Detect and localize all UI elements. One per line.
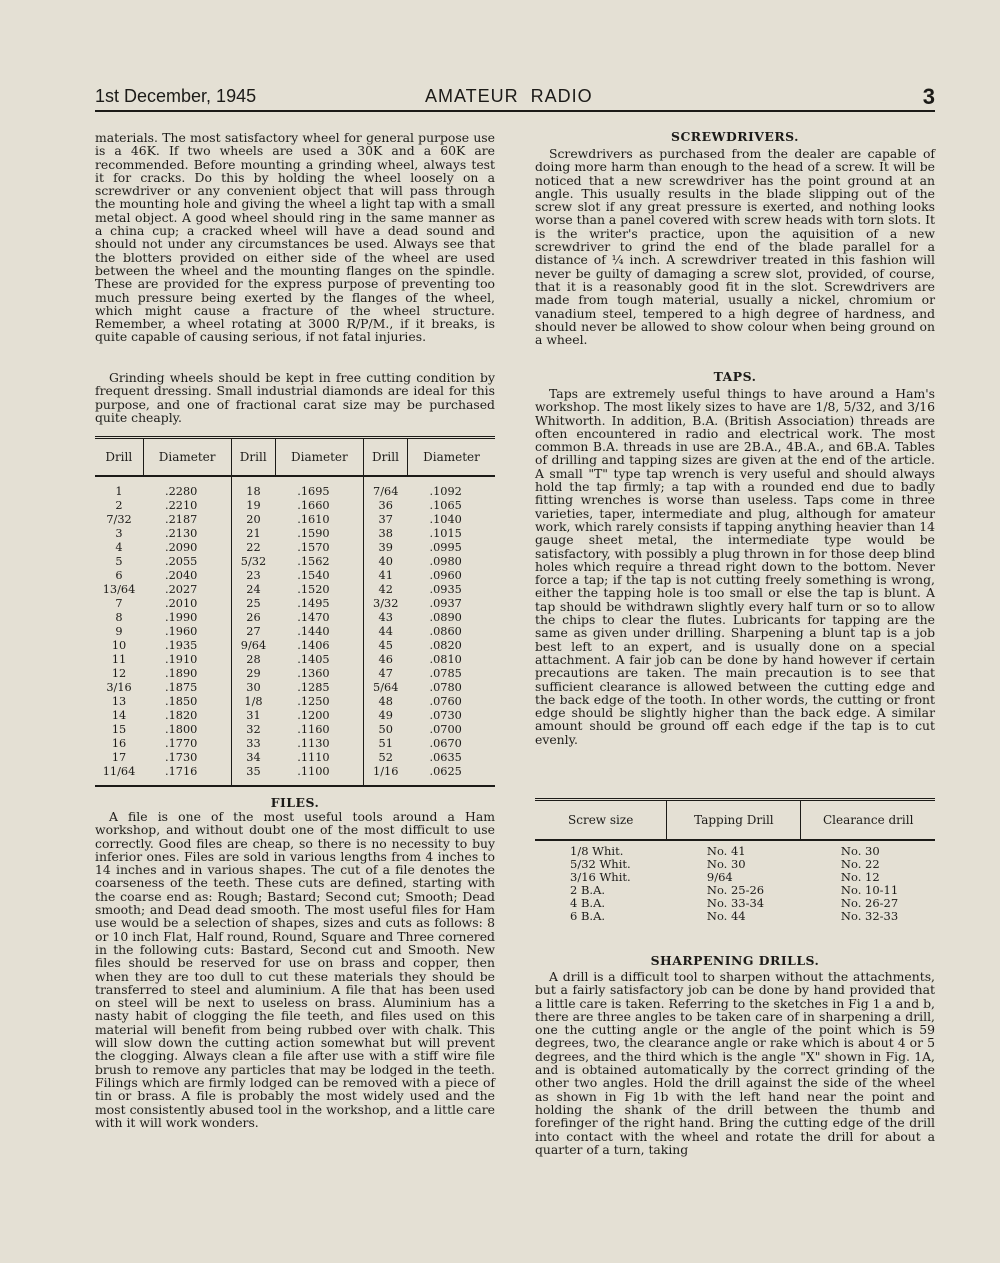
diameter-cell: .0700	[429, 723, 462, 736]
diameter-cell: .1285	[297, 681, 330, 694]
clearance-drill-cell: No. 26-27	[840, 896, 899, 910]
drill-cell: 3/16	[106, 681, 132, 694]
drill-cell: 1/8	[231, 695, 275, 709]
drill-cell: 3	[115, 527, 123, 540]
diameter-cell: .2210	[165, 499, 198, 512]
table-row	[95, 555, 495, 569]
diameter-cell: .1935	[165, 639, 198, 652]
table-row	[95, 681, 495, 695]
diameter-cell: .0785	[429, 667, 462, 680]
table-row	[95, 569, 495, 583]
drill-size-table	[95, 436, 495, 787]
diameter-cell: .1910	[165, 653, 198, 666]
diameter-cell: .0670	[429, 737, 462, 750]
drill-cell: 36	[363, 499, 407, 513]
drill-cell: 2	[115, 499, 123, 512]
taps-heading: TAPS.	[713, 369, 757, 384]
diameter-cell: .1040	[429, 513, 462, 526]
table-row	[95, 751, 495, 765]
files-heading: FILES.	[270, 795, 320, 810]
diameter-cell: .1660	[297, 499, 330, 512]
diameter-cell: .0960	[429, 569, 462, 582]
drill-cell: 5	[115, 555, 123, 568]
drill-cell: 46	[363, 653, 407, 667]
drill-cell: 41	[363, 569, 407, 583]
col-header: Diameter	[275, 438, 363, 477]
drill-cell: 15	[111, 723, 127, 736]
table-row	[95, 625, 495, 639]
diameter-cell: .1590	[297, 527, 330, 540]
diameter-cell: .1850	[165, 695, 198, 708]
drill-cell: 10	[111, 639, 127, 652]
table-row	[95, 597, 495, 611]
drill-cell: 52	[363, 751, 407, 765]
drill-cell: 38	[363, 527, 407, 541]
table-row	[95, 541, 495, 555]
col-header: Drill	[363, 438, 407, 477]
sharpening-drills-paragraph: A drill is a difficult tool to sharpen without the attachments, but a fairly satisfactory job can be done by hand provided that a little care is taken. Referring to the sketches in Fig 1 a and b, there are three angles to be taken care of in sharpening a drill, one the cutting angle or the angle of the point which is 59 degrees, two, the clearance angle or rake which is about 4 or 5 degrees, and the third which is the angle "X" shown in Fig. 1A, and is obtained automatically by the correct grinding of the other two angles. Hold the drill against the side of the wheel as shown in Fig 1b with the left hand near the point and holding the shank of the drill between the thumb and forefinger of the right hand. Bring the cutting edge of the drill into contact with the wheel and rotate the drill for about a quarter of a turn, taking	[535, 969, 935, 1157]
diameter-cell: .0810	[429, 653, 462, 666]
drill-cell: 24	[231, 583, 275, 597]
tapping-size-table	[535, 798, 935, 923]
drill-cell: 28	[231, 653, 275, 667]
diameter-cell: .1405	[297, 653, 330, 666]
table-row	[95, 583, 495, 597]
drill-cell: 27	[231, 625, 275, 639]
table-row	[95, 723, 495, 737]
drill-cell: 9/64	[231, 639, 275, 653]
drill-cell: 43	[363, 611, 407, 625]
diameter-cell: .1015	[429, 527, 462, 540]
col-header: Tapping Drill	[667, 800, 801, 841]
diameter-cell: .1800	[165, 723, 198, 736]
drill-cell: 12	[111, 667, 127, 680]
diameter-cell: .1562	[297, 555, 330, 568]
drill-cell: 18	[231, 476, 275, 499]
drill-cell: 39	[363, 541, 407, 555]
tapping-table-header	[535, 800, 935, 841]
diameter-cell: .1990	[165, 611, 198, 624]
diameter-cell: .0937	[429, 597, 462, 610]
drill-cell: 5/32	[231, 555, 275, 569]
table-row	[95, 513, 495, 527]
screw-size-cell: 6 B.A.	[570, 909, 606, 923]
drill-cell: 51	[363, 737, 407, 751]
diameter-cell: .1406	[297, 639, 330, 652]
diameter-cell: .0860	[429, 625, 462, 638]
diameter-cell: .0730	[429, 709, 462, 722]
clearance-drill-cell: No. 22	[840, 857, 880, 871]
clearance-drill-cell: No. 30	[840, 844, 880, 858]
drill-cell: 13	[111, 695, 127, 708]
screw-size-cell: 3/16 Whit.	[570, 870, 631, 884]
tapping-table-body	[535, 840, 935, 923]
diameter-cell: .1130	[297, 737, 330, 750]
drill-cell: 33	[231, 737, 275, 751]
table-row	[95, 695, 495, 709]
diameter-cell: .1495	[297, 597, 330, 610]
drill-cell: 26	[231, 611, 275, 625]
drill-cell: 25	[231, 597, 275, 611]
issue-date: 1st December, 1945	[95, 86, 257, 106]
screw-size-cell: 2 B.A.	[570, 883, 606, 897]
drill-cell: 14	[111, 709, 127, 722]
drill-cell: 22	[231, 541, 275, 555]
diameter-cell: .0935	[429, 583, 462, 596]
drill-cell: 7/64	[363, 476, 407, 499]
drill-cell: 23	[231, 569, 275, 583]
drill-cell: 48	[363, 695, 407, 709]
drill-cell: 6	[115, 569, 123, 582]
drill-cell: 31	[231, 709, 275, 723]
drill-cell: 21	[231, 527, 275, 541]
diameter-cell: .1470	[297, 611, 330, 624]
table-row	[95, 765, 495, 786]
diameter-cell: .1360	[297, 667, 330, 680]
drill-cell: 44	[363, 625, 407, 639]
diameter-cell: .1065	[429, 499, 462, 512]
table-row	[95, 499, 495, 513]
col-header: Diameter	[408, 438, 495, 477]
screwdrivers-heading: SCREWDRIVERS.	[671, 129, 799, 144]
table-row	[95, 639, 495, 653]
drill-cell: 16	[111, 737, 127, 750]
diameter-cell: .1820	[165, 709, 198, 722]
diameter-cell: .0780	[429, 681, 462, 694]
diameter-cell: .1520	[297, 583, 330, 596]
drill-cell: 47	[363, 667, 407, 681]
diameter-cell: .0625	[429, 765, 462, 778]
drill-cell: 40	[363, 555, 407, 569]
drill-cell: 13/64	[102, 583, 136, 596]
drill-cell: 4	[115, 541, 123, 554]
col-header: Drill	[95, 438, 143, 477]
diameter-cell: .2090	[165, 541, 198, 554]
sharpening-drills-heading: SHARPENING DRILLS.	[650, 953, 820, 968]
taps-paragraph: Taps are extremely useful things to have around a Ham's workshop. The most likely sizes to have are 1/8, 5/32, and 3/16 Whitworth. In addition, B.A. (British Association) threads are often encountered in radio and electrical work. The most common B.A. threads in use are 2B.A., 4B.A., and 6B.A. Tables of drilling and tapping sizes are given at the end of the article. A small "T" type tap wrench is very useful and should always hold the tap firmly; a tap with a rounded end due to badly fitting wrenches is worse than useless. Taps come in three varieties, taper, intermediate and plug, although for amateur work, which rarely consists if tapping anything heavier than 14 gauge sheet metal, the intermediate type would be satisfactory, with possibly a plug thrown in for those deep blind holes which require a thread right down to the bottom. Never force a tap; if the tap is not cutting freely something is wrong, either the tapping hole is too small or else the tap is blunt. A tap should be withdrawn slightly every half turn or so to allow the chips to clear the flutes. Lubricants for tapping are the same as given under drilling. Sharpening a blunt tap is a job best left to an expert, and is usually done on a special attachment. A fair job can be done by hand however if certain precautions are taken. The main precaution is to see that sufficient clearance is allowed between the cutting edge and the back edge of the tooth. In other words, the cutting or front edge should be slightly higher than the back edge. A similar amount should be ground off each edge if the tap is to cut evenly.	[535, 386, 935, 747]
drill-cell: 7/32	[106, 513, 132, 526]
diameter-cell: .0635	[429, 751, 462, 764]
drill-cell: 29	[231, 667, 275, 681]
drill-cell: 8	[115, 611, 123, 624]
clearance-drill-cell: No. 32-33	[840, 909, 899, 923]
table-row	[95, 611, 495, 625]
diameter-cell: .1875	[165, 681, 198, 694]
col-header: Drill	[231, 438, 275, 477]
diameter-cell: .1440	[297, 625, 330, 638]
tapping-drill-cell: No. 25-26	[706, 883, 765, 897]
drill-cell: 49	[363, 709, 407, 723]
grinding-dressing-paragraph: Grinding wheels should be kept in free cutting condition by frequent dressing. Small industrial diamonds are ideal for this purpose, and one of fractional carat size may be purchased quite cheaply.	[95, 370, 495, 425]
diameter-cell: .1110	[297, 751, 330, 764]
diameter-cell: .1716	[165, 765, 198, 778]
diameter-cell: .1890	[165, 667, 198, 680]
page-number: 3	[922, 84, 935, 109]
diameter-cell: .1570	[297, 541, 330, 554]
drill-cell: 17	[111, 751, 127, 764]
diameter-cell: .0820	[429, 639, 462, 652]
tapping-drill-cell: 9/64	[706, 870, 733, 884]
screw-size-cell: 1/8 Whit.	[570, 844, 624, 858]
drill-cell: 1/16	[363, 765, 407, 786]
diameter-cell: .2055	[165, 555, 198, 568]
diameter-cell: .1100	[297, 765, 330, 778]
magazine-title: AMATEUR RADIO	[425, 86, 593, 106]
screw-size-cell: 5/32 Whit.	[570, 857, 631, 871]
diameter-cell: .0760	[429, 695, 462, 708]
diameter-cell: .0890	[429, 611, 462, 624]
screwdrivers-paragraph: Screwdrivers as purchased from the dealer are capable of doing more harm than enough to the head of a screw. It will be noticed that a new screwdriver has the point ground at an angle. This usually results in the blade slipping out of the screw slot if any great pressure is exerted, and nothing looks worse than a panel covered with screw heads with torn slots. It is the writer's practice, upon the aquisition of a new screwdriver to grind the end of the blade parallel for a distance of ¼ inch. A screwdriver treated in this fashion will never be guilty of damaging a screw slot, provided, of course, that it is a reasonably good fit in the slot. Screwdrivers are made from tough material, usually a nickel, chromium or vanadium steel, tempered to a high degree of hardness, and should never be allowed to show colour when being ground on a wheel.	[535, 146, 935, 348]
diameter-cell: .0995	[429, 541, 462, 554]
diameter-cell: .2040	[165, 569, 198, 582]
drill-cell: 37	[363, 513, 407, 527]
diameter-cell: .1770	[165, 737, 198, 750]
col-header: Diameter	[143, 438, 231, 477]
diameter-cell: .1695	[297, 485, 330, 498]
drill-cell: 3/32	[363, 597, 407, 611]
diameter-cell: .0980	[429, 555, 462, 568]
diameter-cell: .1540	[297, 569, 330, 582]
table-row	[95, 476, 495, 499]
diameter-cell: .2280	[165, 485, 198, 498]
drill-cell: 45	[363, 639, 407, 653]
table-row	[535, 910, 935, 923]
files-paragraph: A file is one of the most useful tools around a Ham workshop, and without doubt one of the most difficult to use correctly. Good files are cheap, so there is no necessity to buy inferior ones. Files are sold in various lengths from 4 inches to 14 inches and in various shapes. The cut of a file denotes the coarseness of the teeth. These cuts are defined, starting with the coarse end as: Rough; Bastard; Second cut; Smooth; Dead smooth; and Dead dead smooth. The most useful files for Ham use would be a selection of shapes, sizes and cuts as follows: 8 or 10 inch Flat, Half round, Round, Square and Three cornered in the following cuts: Bastard, Second cut and Smooth. New files should be reserved for use on brass and copper, then when they are too dull to cut these materials they should be transferred to steel and aluminium. A file that has been used on steel will be next to useless on brass. Aluminium has a nasty habit of clogging the file teeth, and files used on this material will benefit from being rubbed over with chalk. This will slow down the cutting action somewhat but will prevent the clogging. Always clean a file after use with a stiff wire file brush to remove any particles that may be lodged in the teeth. Filings which are firmly lodged can be removed with a piece of tin or brass. A file is probably the most widely used and the most consistently abused tool in the workshop, and a little care with it will work wonders.	[95, 809, 495, 1130]
diameter-cell: .1610	[297, 513, 330, 526]
diameter-cell: .1730	[165, 751, 198, 764]
tapping-drill-cell: No. 33-34	[706, 896, 765, 910]
drill-cell: 35	[231, 765, 275, 786]
tapping-drill-cell: No. 44	[706, 909, 746, 923]
drill-cell: 7	[115, 597, 123, 610]
tapping-drill-cell: No. 30	[706, 857, 746, 871]
drill-cell: 5/64	[363, 681, 407, 695]
drill-cell: 34	[231, 751, 275, 765]
col-header: Clearance drill	[801, 800, 935, 841]
table-row	[95, 709, 495, 723]
diameter-cell: .1200	[297, 709, 330, 722]
diameter-cell: .1092	[429, 485, 462, 498]
drill-cell: 11/64	[102, 765, 136, 778]
drill-cell: 50	[363, 723, 407, 737]
diameter-cell: .2027	[165, 583, 198, 596]
page-header	[95, 86, 935, 112]
diameter-cell: .1160	[297, 723, 330, 736]
diameter-cell: .2130	[165, 527, 198, 540]
drill-cell: 20	[231, 513, 275, 527]
drill-cell: 1	[115, 485, 123, 498]
diameter-cell: .2187	[165, 513, 198, 526]
grinding-wheel-paragraph: materials. The most satisfactory wheel for general purpose use is a 46K. If two wheels are used a 30K and a 60K are recommended. Before mounting a grinding wheel, always test it for cracks. Do this by holding the wheel loosely on a screwdriver or any convenient object that will pass through the mounting hole and giving the wheel a light tap with a small metal object. A good wheel should ring in the same manner as a china cup; a cracked wheel will have a dead sound and should not under any circumstances be used. Always see that the blotters provided on either side of the wheel are used between the wheel and the mounting flanges on the spindle. These are provided for the express purpose of preventing too much pressure being exerted by the flanges of the wheel, which might cause a fracture of the wheel structure. Remember, a wheel rotating at 3000 R/P/M., if it breaks, is quite capable of causing serious, if not fatal injuries.	[95, 130, 495, 345]
drill-cell: 30	[231, 681, 275, 695]
clearance-drill-cell: No. 12	[840, 870, 880, 884]
drill-cell: 19	[231, 499, 275, 513]
drill-cell: 32	[231, 723, 275, 737]
table-row	[95, 653, 495, 667]
drill-cell: 42	[363, 583, 407, 597]
drill-cell: 11	[111, 653, 127, 666]
col-header: Screw size	[535, 800, 667, 841]
diameter-cell: .1960	[165, 625, 198, 638]
table-row	[535, 840, 935, 858]
diameter-cell: .1250	[297, 695, 330, 708]
clearance-drill-cell: No. 10-11	[840, 883, 899, 897]
tapping-drill-cell: No. 41	[706, 844, 746, 858]
table-row	[95, 527, 495, 541]
drill-cell: 9	[115, 625, 123, 638]
diameter-cell: .2010	[165, 597, 198, 610]
table-row	[95, 737, 495, 751]
table-row	[95, 667, 495, 681]
drill-table-header	[95, 438, 495, 477]
screw-size-cell: 4 B.A.	[570, 896, 606, 910]
drill-table-body	[95, 476, 495, 786]
